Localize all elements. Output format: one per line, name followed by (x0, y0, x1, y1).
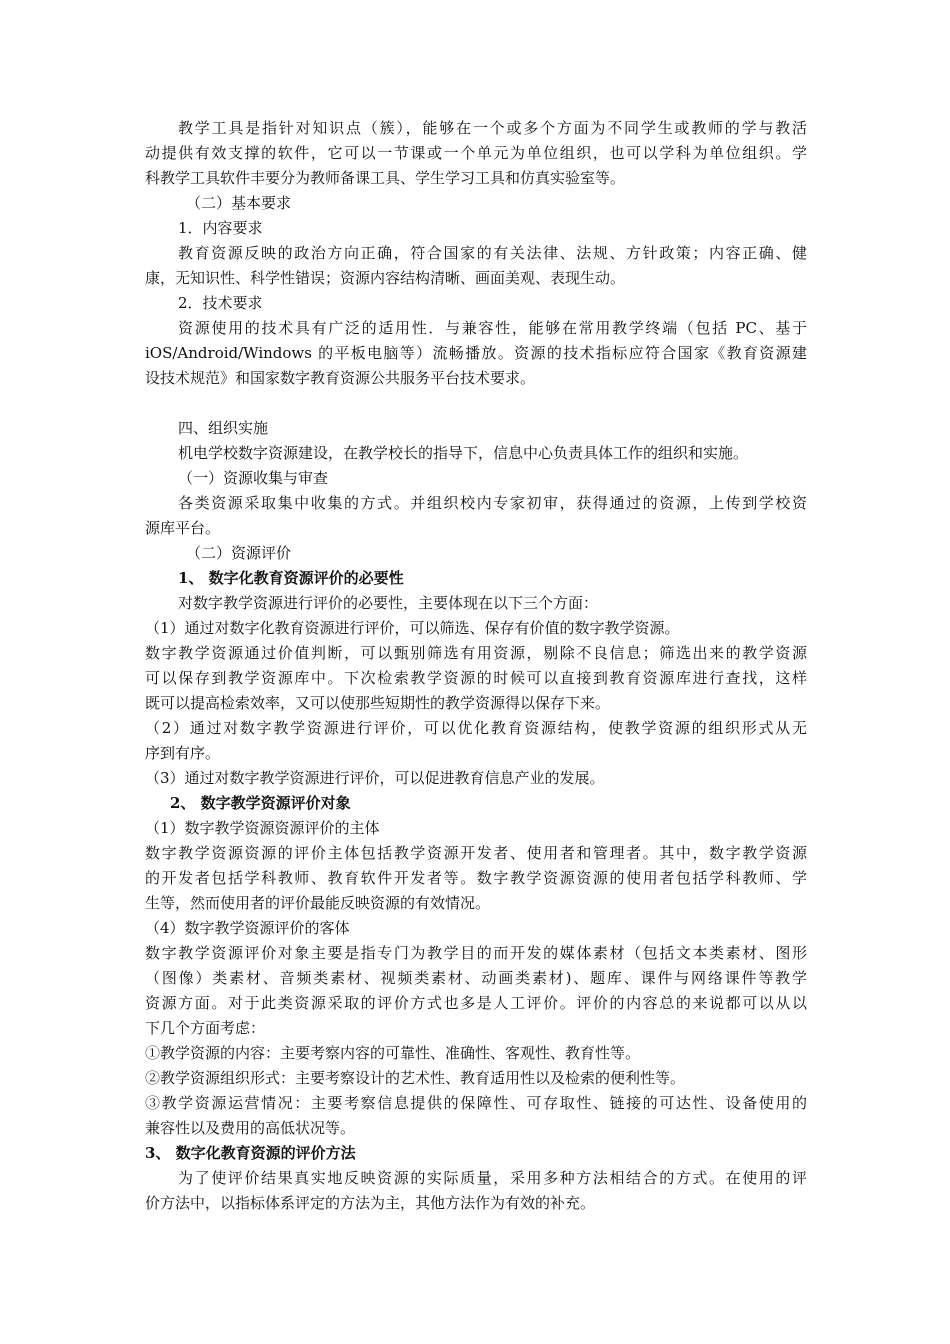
list-item: ①教学资源的内容：主要考察内容的可靠性、准确性、客观性、教育性等。 (145, 1044, 641, 1062)
list-item: （1）通过对数字化教育资源进行评价，可以筛选、保存有价值的数字教学资源。 (145, 619, 680, 637)
list-item: ②教学资源组织形式：主要考察设计的艺术性、教育适用性以及检索的便利性等。 (145, 1069, 686, 1087)
paragraph-line: 可以保存到教学资源库中。下次检索教学资源的时候可以直接到教育资源库进行查找，这样 (145, 669, 807, 687)
paragraph-line: 资源方面。对于此类资源采取的评价方式也多是人工评价。评价的内容总的来说都可以从以 (145, 994, 807, 1012)
paragraph-line: 对数字教学资源进行评价的必要性，主要体现在以下三个方面： (178, 594, 599, 612)
paragraph-line: 资源使用的技术具有广泛的适用性．与兼容性，能够在常用教学终端（包括 PC、基于 (178, 319, 807, 337)
paragraph-line: 教学工具是指针对知识点（簇），能够在一个或多个方面为不同学生或教师的学与教活 (178, 119, 807, 137)
numbered-heading: 1、 数字化教育资源评价的必要性 (178, 569, 404, 587)
paragraph-line: 数字教学资源评价对象主要是指专门为教学目的而开发的媒体素材（包括文本类素材、图形 (145, 944, 807, 962)
subsection-heading: 2．技术要求 (178, 294, 263, 312)
section-heading: 四、组织实施 (178, 419, 269, 437)
paragraph-line: 教育资源反映的政治方向正确，符合国家的有关法律、法规、方针政策；内容正确、健 (178, 244, 807, 262)
list-item: ③教学资源运营情况：主要考察信息提供的保障性、可存取性、链接的可达性、设备使用的 (145, 1094, 807, 1112)
paragraph-line: 下几个方面考虑： (145, 1019, 266, 1037)
section-heading: （二）基本要求 (186, 194, 292, 212)
section-heading: （一）资源收集与审查 (178, 469, 329, 487)
paragraph-line: 为了使评价结果真实地反映资源的实际质量，采用多种方法相结合的方式。在使用的评 (178, 1169, 807, 1187)
paragraph-line: 既可以提高检索效率，又可以使那些短期性的教学资源得以保存下来。 (145, 694, 611, 712)
paragraph-line: 生等，然而使用者的评价最能反映资源的有效情况。 (145, 894, 491, 912)
list-item: （1）数字教学资源资源评价的主体 (145, 819, 380, 837)
numbered-heading: 3、 数字化教育资源的评价方法 (145, 1144, 356, 1162)
paragraph-line: iOS/Android/Windows 的平板电脑等）流畅播放。资源的技术指标应符合国家《教育资源建 (145, 344, 807, 362)
list-item: （4）数字教学资源评价的客体 (145, 919, 350, 937)
paragraph-line: 序到有序。 (145, 744, 221, 762)
paragraph-line: 设技术规范》和国家数字教育资源公共服务平台技术要求。 (145, 369, 536, 387)
paragraph-line: 的开发者包括学科教师、教育软件开发者等。数字教学资源资源的使用者包括学科教师、学 (145, 869, 807, 887)
section-heading: （二）资源评价 (186, 544, 292, 562)
paragraph-line: 兼容性以及费用的高低状况等。 (145, 1119, 356, 1137)
paragraph-line: 各类资源采取集中收集的方式。并组织校内专家初审，获得通过的资源，上传到学校资 (178, 494, 807, 512)
list-item: （3）通过对数字教学资源进行评价，可以促进教育信息产业的发展。 (145, 769, 605, 787)
paragraph-line: 机电学校数字资源建设，在教学校长的指导下，信息中心负责具体工作的组织和实施。 (178, 444, 749, 462)
paragraph-line: （图像）类素材、音频类素材、视频类素材、动画类素材)、题库、课件与网络课件等教学 (145, 969, 807, 987)
numbered-heading: 2、 数字教学资源评价对象 (170, 794, 351, 812)
paragraph-line: 动提供有效支撑的软件，它可以一节课或一个单元为单位组织，也可以学科为单位组织。学 (145, 144, 807, 162)
list-item: （2）通过对数字教学资源进行评价，可以优化教育资源结构，使教学资源的组织形式从无 (145, 719, 807, 737)
paragraph-line: 科教学工具软件丰要分为教师备课工具、学生学习工具和仿真实验室等。 (145, 169, 626, 187)
paragraph-line: 源库平台。 (145, 519, 221, 537)
subsection-heading: 1．内容要求 (178, 219, 263, 237)
paragraph-line: 康，无知识性、科学性错误；资源内容结构清晰、画面美观、表现生动。 (145, 269, 626, 287)
paragraph-line: 数字教学资源资源的评价主体包括教学资源开发者、使用者和管理者。其中，数字教学资源 (145, 844, 807, 862)
paragraph-line: 数字教学资源通过价值判断，可以甄别筛选有用资源，剔除不良信息；筛选出来的教学资源 (145, 644, 807, 662)
paragraph-line: 价方法中，以指标体系评定的方法为主，其他方法作为有效的补充。 (145, 1194, 596, 1212)
